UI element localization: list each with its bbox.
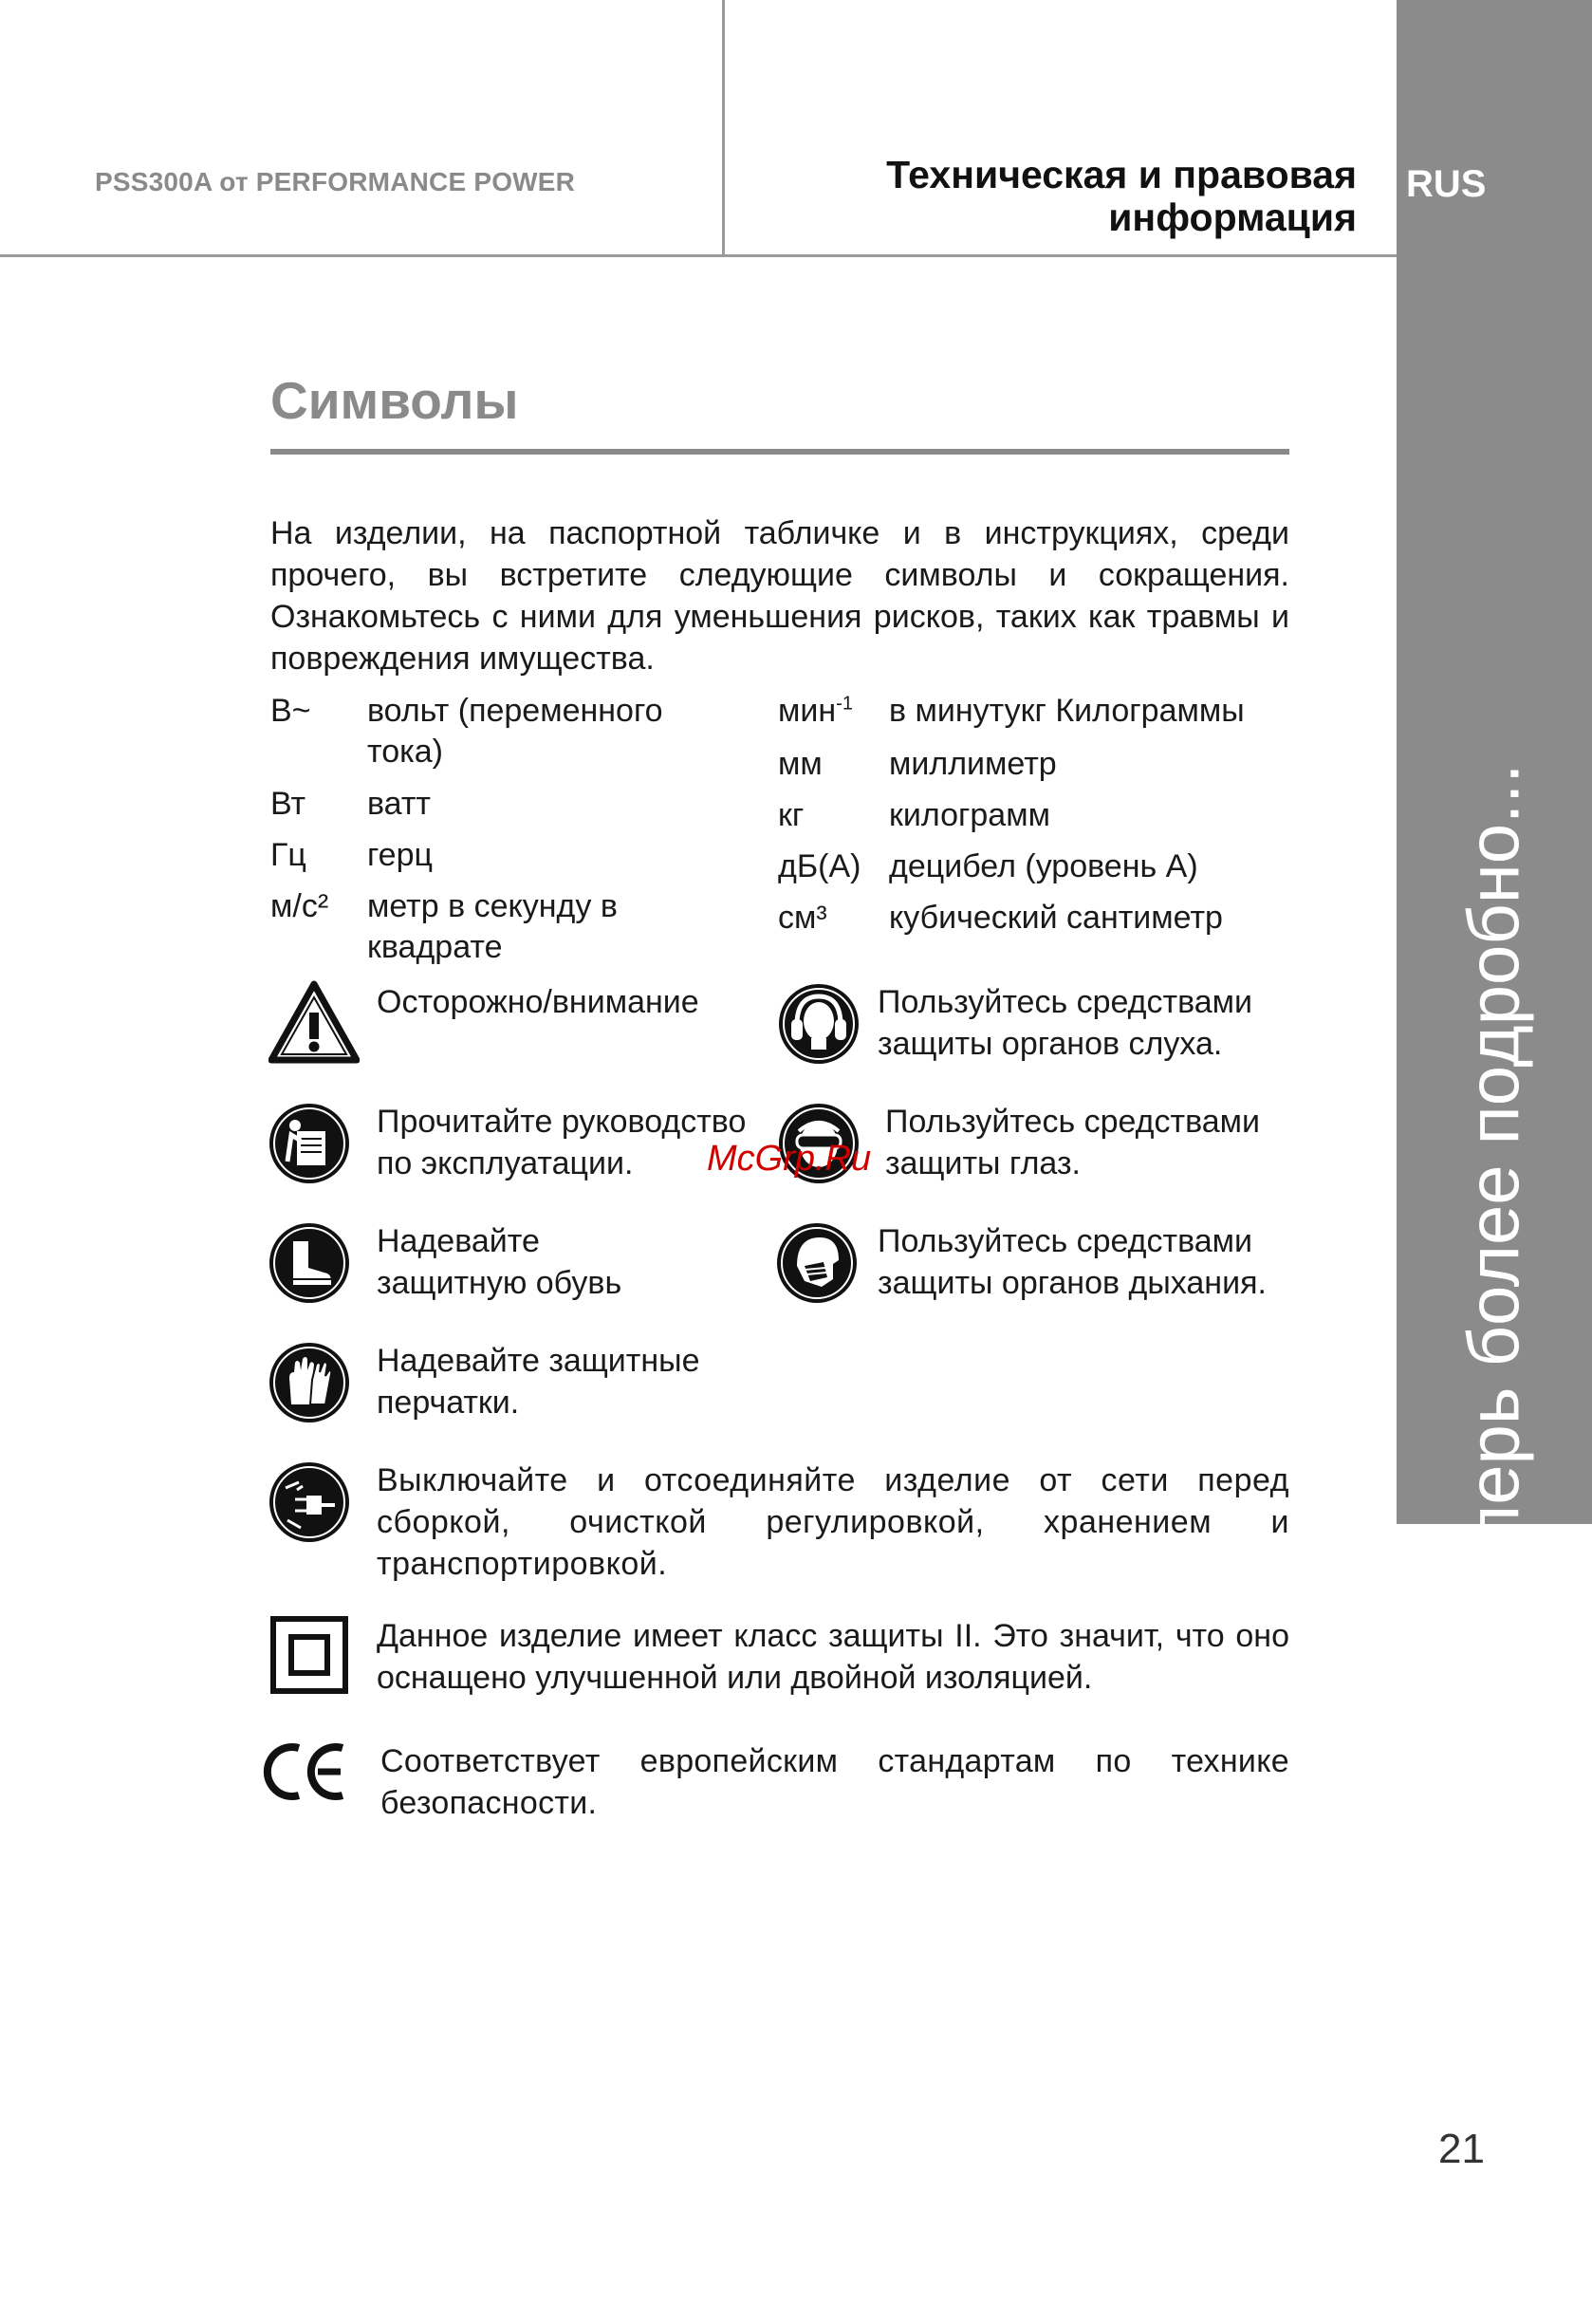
symbol-caption: защиты органов слуха.: [878, 1026, 1223, 1062]
symbol-caption: защитную обувь: [377, 1265, 622, 1301]
abbr-value: метр в секунду в: [367, 888, 618, 924]
symbol-caption: по эксплуатации.: [377, 1145, 634, 1181]
page-title-line1: Техническая и правовая: [886, 153, 1357, 196]
abbr-value: ватт: [367, 786, 431, 822]
abbr-value: кубический сантиметр: [889, 900, 1223, 936]
abbr-key: Вт: [270, 786, 306, 822]
safety-boots-icon: [268, 1222, 350, 1304]
symbol-caption: Данное изделие имеет класс защиты II. Это значит, что оно оснащено улучшенной или двойной изоляцией.: [377, 1618, 1289, 1696]
language-label: RUS: [1406, 163, 1487, 205]
intro-paragraph: На изделии, на паспортной табличке и в инструкциях, среди прочего, вы встретите следующие символы и сокращения. Ознакомьтесь с ними для уменьшения рисков, таких как травмы и повреждения имущества.: [270, 515, 1289, 677]
symbol-caption: защиты глаз.: [885, 1145, 1081, 1181]
abbr-value: вольт (переменного: [367, 693, 663, 729]
gloves-icon: [268, 1342, 350, 1423]
abbr-key: Гц: [270, 837, 306, 873]
page-title-line2: информация: [1108, 195, 1357, 239]
symbol-caption: защиты органов дыхания.: [878, 1265, 1267, 1301]
unplug-icon: [268, 1461, 350, 1543]
symbol-caption: Надевайте: [377, 1223, 540, 1259]
abbr-value: в минутукг Килограммы: [889, 693, 1245, 729]
symbol-caption: Пользуйтесь средствами: [878, 1223, 1253, 1259]
symbol-caption: Пользуйтесь средствами: [885, 1104, 1261, 1140]
abbr-value: герц: [367, 837, 433, 873]
abbr-key: В~: [270, 693, 311, 729]
abbr-value: килограмм: [889, 797, 1050, 833]
section-title: Символы: [270, 371, 519, 430]
page-title: [825, 154, 1357, 239]
abbr-value: тока): [367, 734, 443, 770]
symbol-caption: Выключайте и отсоединяйте изделие от сети перед сборкой, очисткой регулировкой, хранением и транспортировкой.: [377, 1462, 1289, 1582]
symbol-caption: Надевайте защитные: [377, 1343, 700, 1379]
side-caption: Теперь более подробно...: [1453, 763, 1535, 1625]
symbol-caption: Осторожно/внимание: [377, 984, 699, 1020]
abbr-key: кг: [778, 797, 805, 833]
abbr-key: мм: [778, 746, 823, 782]
product-label: PSS300A от PERFORMANCE POWER: [95, 167, 576, 196]
class-ii-icon: [270, 1616, 348, 1694]
header-rule: [0, 254, 1397, 257]
abbr-value: миллиметр: [889, 746, 1057, 782]
read-manual-icon: [268, 1103, 350, 1184]
abbr-key: дБ(А): [778, 848, 861, 884]
symbol-caption: Прочитайте руководство: [377, 1104, 747, 1140]
respirator-icon: [776, 1222, 858, 1304]
abbr-value: децибел (уровень А): [889, 848, 1198, 884]
section-rule: [270, 449, 1289, 455]
abbr-key: см³: [778, 900, 827, 936]
warning-triangle-icon: [268, 980, 360, 1064]
symbol-caption: перчатки.: [377, 1385, 520, 1421]
abbr-value: квадрате: [367, 929, 503, 965]
abbr-key: м/с²: [270, 888, 329, 924]
page-number: 21: [1438, 2126, 1485, 2172]
ce-mark-icon: [263, 1740, 350, 1803]
header-divider: [722, 0, 725, 256]
symbol-caption: Соответствует европейским стандартам по технике безопасности.: [380, 1743, 1289, 1821]
watermark: McGrp.Ru: [707, 1139, 872, 1179]
symbol-caption: Пользуйтесь средствами: [878, 984, 1253, 1020]
ear-protection-icon: [778, 983, 860, 1065]
abbr-key: мин$^{-1}$: [778, 693, 853, 729]
